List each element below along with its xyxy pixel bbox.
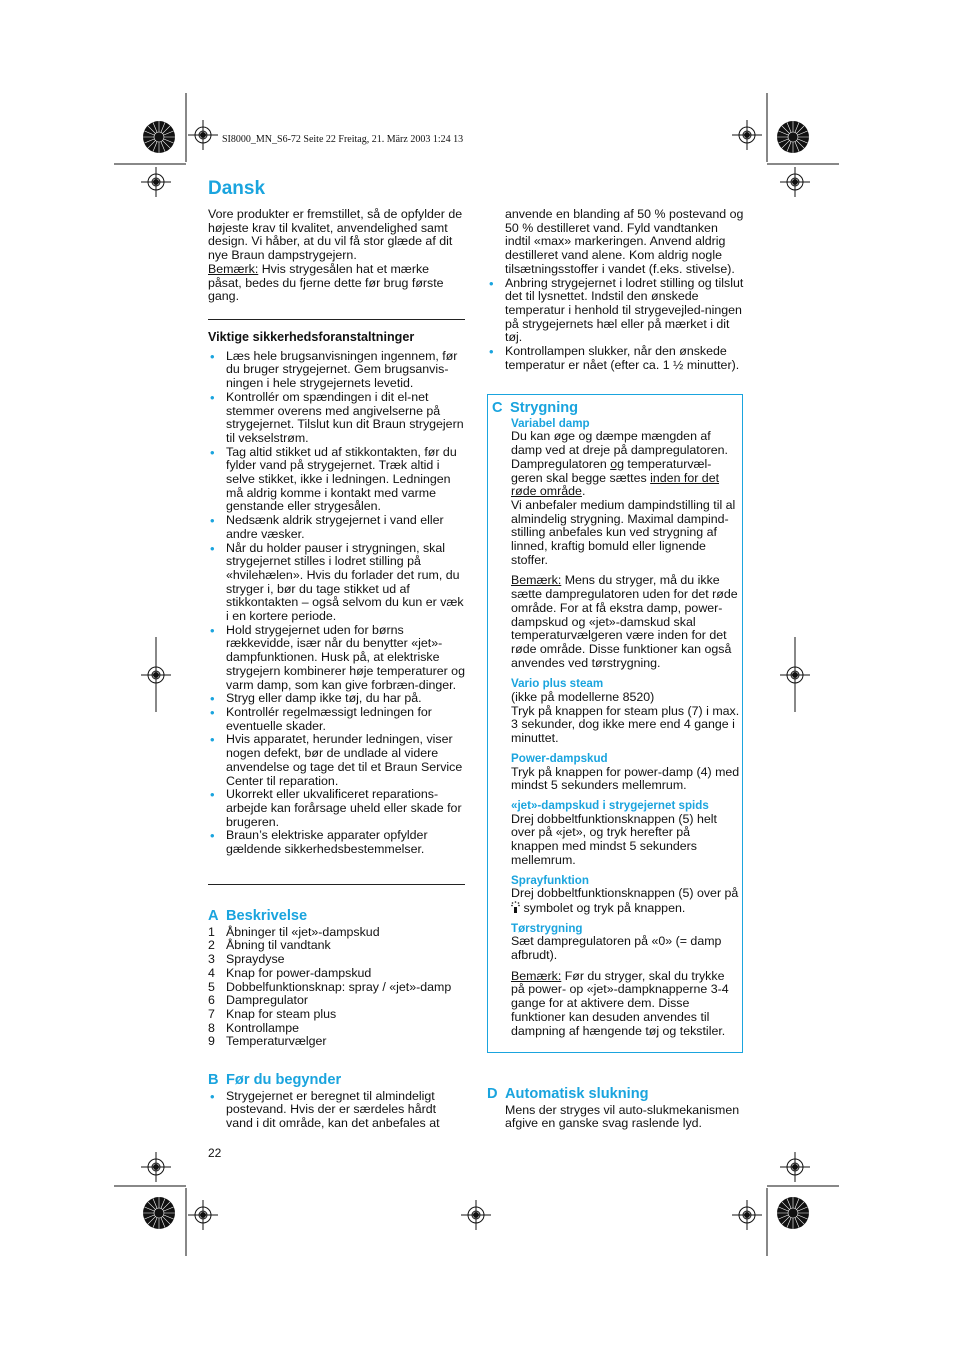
text: . <box>581 484 586 499</box>
section-title: Før du begynder <box>226 1072 342 1088</box>
item-text: Åbning til vandtank <box>226 938 331 953</box>
note-text: Mens du stryger, må du ikke sætte dampregulatoren uden for det røde område. For at få ekstra damp, power-dampskud og «jet»-damskud skal temperaturvælgeren være inden for det røde område. Disse funktioner kan også anvendes ved tørstrygning. <box>511 573 738 670</box>
intro-note-label: Bemærk: <box>208 261 259 276</box>
item-number: 4 <box>208 965 215 980</box>
intro-note-text: Hvis strygesålen hat et mærke påsat, bedes du fjerne dette før brug første gang. <box>208 261 444 304</box>
list-item: • Hold strygejernet uden for børns rækkevidde, især når du benytter «jet»-dampfunktionen. Husk på, at elektriske strygejern kombinerer høje temperaturer og varm damp, som kan give forbræn-dinger. <box>208 624 466 693</box>
list-item <box>208 994 466 1008</box>
list-item: • Braun’s elektriske apparater opfylder gældende sikkerhedsbestemmelser. <box>208 829 466 856</box>
section-a-heading <box>208 910 466 924</box>
section-letter: C <box>492 400 503 416</box>
list-item: • Kontrollér om spændingen i dit el-net stemmer overens med angivelserne på strygejernet. Tilslut kun dit Braun strygejern til vekselstrøm. <box>208 391 466 446</box>
divider <box>208 884 465 885</box>
subsection-heading: Tørstrygning <box>511 921 583 935</box>
note-text: Før du stryger, skal du trykke på power- op «jet»-dampknapperne 3-4 gange for at aktivere dem. Disse funktioner kan desuden anvendes til dampning af hængende tøj og tekstiler. <box>511 968 729 1038</box>
section-letter: B <box>208 1072 219 1088</box>
paragraph: (ikke på modellerne 8520) <box>511 690 655 705</box>
item-number: 9 <box>208 1034 215 1049</box>
item-number: 1 <box>208 924 215 939</box>
registration-target-icon <box>141 660 171 690</box>
registration-target-icon <box>732 1200 762 1230</box>
list-item <box>208 953 466 967</box>
variabel-paragraph-2: Vi anbefaler medium dampindstilling til al almindelig strygning. Maximal dampind-stilling anbefales kun ved strygning af linned, kraftig bomuld eller lignende stoffer. <box>511 497 736 567</box>
variabel-note <box>511 574 740 670</box>
safety-list <box>208 350 466 857</box>
registration-target-icon <box>188 120 218 150</box>
paragraph: Tryk på knappen for steam plus (7) i max. 3 sekunder, dog ikke mere end 4 gange i minuttet. <box>511 703 740 746</box>
print-header-line: SI8000_MN_S6-72 Seite 22 Freitag, 21. März 2003 1:24 13 <box>222 134 464 145</box>
prep-list <box>208 1090 466 1131</box>
list-item <box>208 939 466 953</box>
item-text: Kontrollampe <box>226 1020 300 1035</box>
list-item <box>208 1022 466 1036</box>
color-registration-wheel-icon <box>776 1196 810 1230</box>
registration-target-icon <box>780 660 810 690</box>
item-number: 5 <box>208 979 215 994</box>
divider <box>208 319 465 320</box>
section-d <box>487 1088 745 1131</box>
color-registration-wheel-icon <box>776 120 810 154</box>
list-item-continuation: anvende en blanding af 50 % postevand og 50 % destilleret vand. Fyld vandtanken indtil «max» markeringen. Anvend aldrig destilleret vand alene. Kom aldrig nogle tilsætningsstoffer i vandet (f.eks. stivelse). <box>505 207 744 276</box>
page-number: 22 <box>208 1146 222 1160</box>
item-text: Temperaturvælger <box>226 1034 327 1049</box>
spray-symbol-icon <box>511 901 520 913</box>
paragraph: Mens der stryges vil auto-slukmekanismen afgive en ganske svag raslende lyd. <box>505 1102 740 1131</box>
section-b-heading <box>208 1074 466 1088</box>
text: inden for det røde område <box>511 470 720 499</box>
registration-target-icon <box>732 120 762 150</box>
list-item: • Når du holder pauser i strygningen, skal strygejernet stilles i lodret stilling på «hvilehælen». Hvis du forlader det rum, du stryger i, bør du tage stikket ud af stikkontakten – også selvom du kun er væk i en kortere periode. <box>208 542 466 624</box>
note-label: Bemærk: <box>511 968 562 983</box>
paragraph <box>511 887 740 915</box>
item-text: Knap for steam plus <box>226 1006 337 1021</box>
subsection-heading: Sprayfunktion <box>511 873 589 887</box>
list-item <box>208 967 466 981</box>
text: temperaturvæl-geren skal begge sættes <box>511 456 712 485</box>
text: Du kan øge og dæmpe mængden af damp ved at dreje på dampregulatoren. Dampregulatoren <box>511 429 728 471</box>
color-registration-wheel-icon <box>142 1196 176 1230</box>
list-item: • Strygejernet er beregnet til almindeligt postevand. Hvis der er særdeles hårdt vand i dit område, kan det anbefales at <box>208 1090 466 1131</box>
item-number: 8 <box>208 1020 215 1035</box>
list-item: • Hvis apparatet, herunder ledningen, viser nogen defekt, bør de undlade al videre anvendelse og tage det til et Braun Service Center til reparation. <box>208 733 466 788</box>
intro-paragraph <box>208 208 466 304</box>
variabel-paragraph <box>511 430 740 499</box>
item-text: Åbninger til «jet»-dampskud <box>226 924 380 939</box>
registration-target-icon <box>780 167 810 197</box>
subsection-heading: «jet»-dampskud i strygejernet spids <box>511 798 709 812</box>
text: symbolet og tryk på knappen. <box>520 900 686 915</box>
text: og <box>610 456 624 471</box>
item-number: 6 <box>208 993 215 1008</box>
item-number: 2 <box>208 938 215 953</box>
subsection-heading: Power-dampskud <box>511 751 608 765</box>
registration-target-icon <box>188 1200 218 1230</box>
list-item <box>208 1008 466 1022</box>
list-item: • Læs hele brugsanvisningen ingennem, før du bruger strygejernet. Gem brugsanvis-ningen i hele strygejernets levetid. <box>208 350 466 391</box>
list-item: • Kontrollampen slukker, når den ønskede temperatur er nået (efter ca. 1 ½ minutter). <box>487 345 745 372</box>
list-item: • Stryg eller damp ikke tøj, du har på. <box>208 692 466 706</box>
safety-heading: Viktige sikkerhedsforanstaltninger <box>208 330 415 344</box>
item-text: Dampregulator <box>226 993 308 1008</box>
intro-text: Vore produkter er fremstillet, så de opfylder de højeste krav til kvalitet, anvendelighed samt design. Vi håber, at du vil få stor glæde af dit nye Braun dampstrygejern. <box>208 207 463 263</box>
item-text: Knap for power-dampskud <box>226 965 372 980</box>
list-item: • Kontrollér regelmæssigt ledningen for eventuelle skader. <box>208 706 466 733</box>
section-b <box>208 1074 466 1131</box>
page-title: Dansk <box>208 178 266 199</box>
item-number: 3 <box>208 952 215 967</box>
registration-target-icon <box>780 1152 810 1182</box>
note-label: Bemærk: <box>511 573 562 588</box>
paragraph: Tryk på knappen for power-damp (4) med mindst 5 sekunders mellemrum. <box>511 764 740 793</box>
section-a <box>208 910 466 1049</box>
tor-note <box>511 970 740 1039</box>
paragraph: Drej dobbeltfunktionsknappen (5) helt over på «jet», og tryk herefter på knappen med mindst 5 sekunders mellemrum. <box>511 811 717 867</box>
section-d-heading <box>487 1088 745 1102</box>
prep-list-continued <box>487 277 745 373</box>
list-item: • Ukorrekt eller ukvalificeret reparations-arbejde kan forårsage uheld eller skade for brugeren. <box>208 788 466 829</box>
paragraph: Sæt dampregulatoren på «0» (= damp afbrudt). <box>511 934 722 963</box>
section-title: Automatisk slukning <box>505 1086 649 1102</box>
safety-section <box>208 331 466 857</box>
section-b-continued <box>487 208 745 372</box>
section-c <box>492 402 740 1038</box>
registration-target-icon <box>141 1152 171 1182</box>
list-item <box>208 981 466 995</box>
parts-list <box>208 926 466 1049</box>
section-c-heading <box>492 402 740 416</box>
item-number: 7 <box>208 1006 215 1021</box>
text: Drej dobbeltfunktionsknappen (5) over på <box>511 886 739 901</box>
section-title: Beskrivelse <box>226 908 308 924</box>
registration-target-icon <box>461 1200 491 1230</box>
left-column <box>208 208 466 304</box>
subsection-heading: Variabel damp <box>511 416 590 430</box>
section-letter: A <box>208 908 219 924</box>
list-item: • Anbring strygejernet i lodret stilling og tilslut det til lysnettet. Indstil den ønskede temperatur i henhold til strygevejled-ningen på strygejernets hæl eller på mærket i dit tøj. <box>487 277 745 346</box>
section-c-body <box>492 417 740 1039</box>
subsection-heading: Vario plus steam <box>511 677 604 691</box>
section-title: Strygning <box>510 400 579 416</box>
item-text: Spraydyse <box>226 952 285 967</box>
list-item: • Nedsænk aldrik strygejernet i vand eller andre væsker. <box>208 514 466 541</box>
section-letter: D <box>487 1086 498 1102</box>
item-text: Dobbelfunktionsknap: spray / «jet»-damp <box>226 979 452 994</box>
list-item <box>208 1035 466 1049</box>
color-registration-wheel-icon <box>142 120 176 154</box>
list-item: • Tag altid stikket ud af stikkontakten, før du fylder vand på strygejernet. Træk altid i selve stikket, ikke i ledningen. Ledningen må aldrig komme i kontakt med varme genstande eller strygesålen. <box>208 446 466 515</box>
registration-target-icon <box>141 167 171 197</box>
